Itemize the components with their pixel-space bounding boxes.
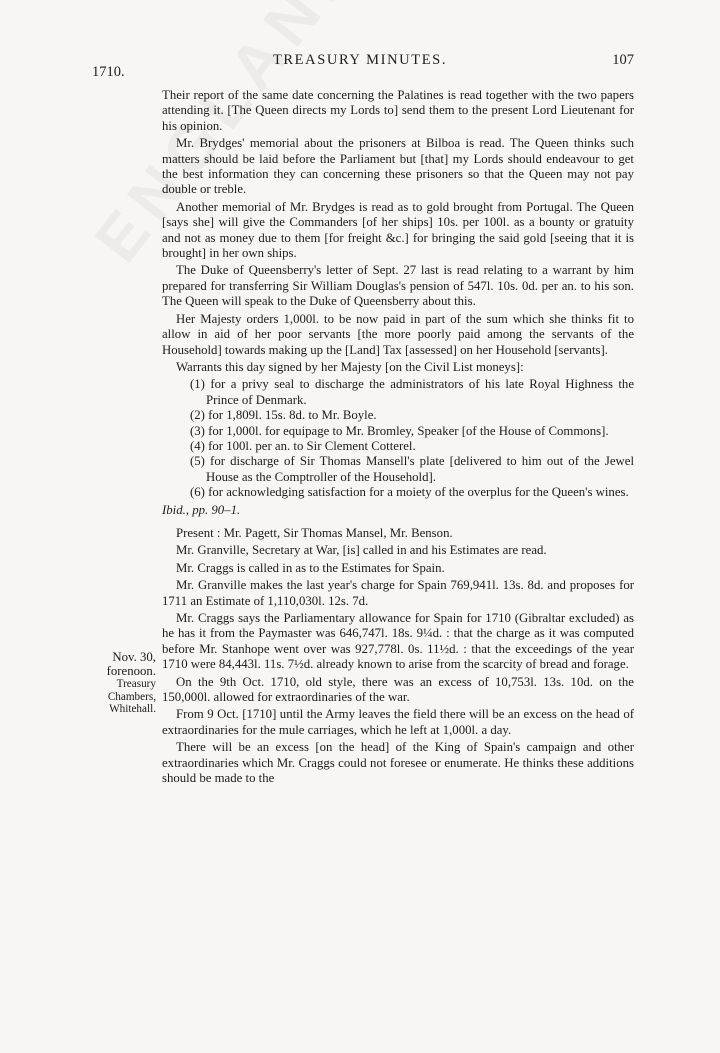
list-item: (3) for 1,000l. for equipage to Mr. Bromley, Speaker [of the House of Commons]. [190,423,609,438]
running-title: TREASURY MINUTES. [272,52,448,68]
list-item: (6) for acknowledging satisfaction for a moiety of the overplus for the Queen's wines. [190,485,629,500]
paragraph: On the 9th Oct. 1710, old style, there was an excess of 10,753l. 13s. 10d. on the 150,000l. allowed for extraordinaries of the war. [162,674,634,705]
page-number: 107 [612,52,634,68]
paragraph: Mr. Granville, Secretary at War, [is] called in and his Estimates are read. [176,543,547,558]
paragraph: There will be an excess [on the head] of the King of Spain's campaign and other extraordinaries which Mr. Craggs could not foresee or enumerate. He thinks these additions should be made to the [162,740,634,786]
body-text [162,88,634,788]
page-header [0,52,720,80]
paragraph: Warrants this day signed by her Majesty [on the Civil List moneys]: [176,359,524,374]
paragraph: The Duke of Queensberry's letter of Sept. 27 last is read relating to a warrant by him prepared for transferring Sir William Douglas's pension of 547l. 10s. 0d. per an. to his son. The Queen will speak to the Duke of Queensberry about this. [162,263,634,309]
minutes-section [162,526,634,787]
margin-time: forenoon. [106,664,156,678]
paragraph: Mr. Granville makes the last year's charge for Spain 769,941l. 13s. 8d. and proposes for 1711 an Estimate of 1,110,030l. 12s. 7d. [162,578,634,608]
paragraph: Mr. Craggs is called in as to the Estimates for Spain. [176,560,445,575]
present-line: Present : Mr. Pagett, Sir Thomas Mansel, Mr. Benson. [176,525,453,540]
margin-note [84,650,156,716]
paragraph: Another memorial of Mr. Brydges is read as to gold brought from Portugal. The Queen [says she] will give the Commanders [of her ships] 10s. per 100l. as a bounty or gratuity and not as money due to them [for freight &c.] for bringing the said gold [seeing that it is brought] in her own ships. [162,199,634,261]
warrants-list [162,377,634,500]
paragraph: Mr. Brydges' memorial about the prisoners at Bilboa is read. The Queen thinks such matters should be laid before the Parliament but [that] my Lords should endeavour to get the best information they can concerning these prisoners so that the Queen may not pay double or treble. [162,136,634,197]
list-item: (5) for discharge of Sir Thomas Mansell's plate [delivered to him out of the Jewel House as the Comptroller of the Household]. [190,454,634,484]
paragraph: Her Majesty orders 1,000l. to be now paid in part of the sum which she thinks fit to allow in aid of her poor servants [the more poorly paid among the servants of the Household] towards making up the [Land] Tax [assessed] on her Household [servants]. [162,311,634,357]
margin-place-2: Chambers, [107,690,156,703]
margin-place-3: Whitehall. [109,703,156,716]
header-year: 1710. [92,64,125,80]
citation: Ibid., pp. 90–1. [162,502,241,517]
list-item: (1) for a privy seal to discharge the administrators of his late Royal Highness the Prince of Denmark. [190,377,634,407]
paragraph: From 9 Oct. [1710] until the Army leaves the field there will be an excess on the head of extraordinaries for the mule carriages, which he left at 1,000l. a day. [162,707,634,737]
margin-date: Nov. 30, [112,650,156,664]
paragraph: Their report of the same date concerning the Palatines is read together with the two papers attending it. [The Queen directs my Lords to] send them to the present Lord Lieutenant for his opinion. [162,88,634,133]
list-item: (2) for 1,809l. 15s. 8d. to Mr. Boyle. [190,408,377,423]
list-item: (4) for 100l. per an. to Sir Clement Cotterel. [190,438,416,453]
paragraph: Mr. Craggs says the Parliamentary allowance for Spain for 1710 (Gibraltar excluded) as he has it from the Paymaster was 646,747l. 18s. 9¼d. : that the charge as it was computed before Mr. Stanhope went over was 927,778l. 0s. 11½d. : that the exceedings of the year 1710 were 84,443l. 11s. 7½d. already known to arise from the scarcity of bread and forage. [162,611,634,672]
margin-place-1: Treasury [116,678,156,690]
